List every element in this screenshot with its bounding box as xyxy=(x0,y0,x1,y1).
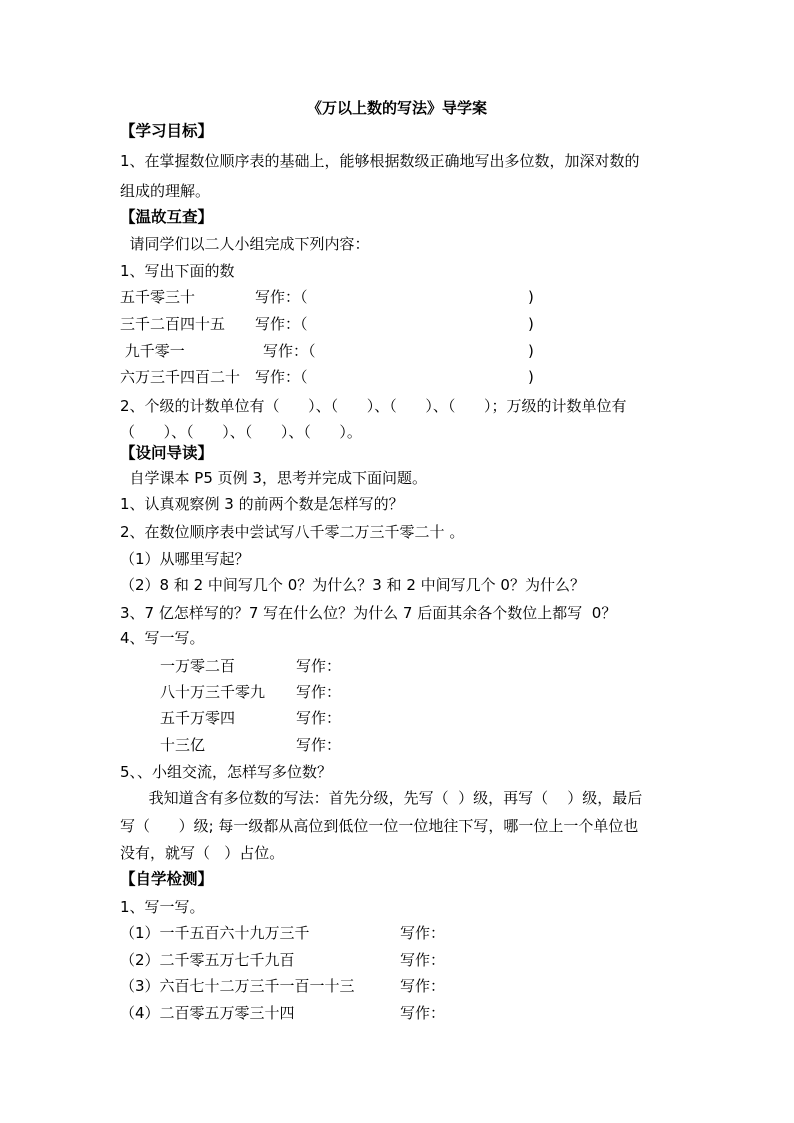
selftest-item-write: 写作： xyxy=(400,977,446,995)
selftest-item-word: （2）二千零五万七千九百 xyxy=(120,951,295,969)
practice-item-write: 写作： xyxy=(296,736,342,754)
review-question-1: 1、写出下面的数 xyxy=(120,262,235,280)
review-intro: 请同学们以二人小组完成下列内容： xyxy=(120,235,370,253)
review-item-write: 写作：（ xyxy=(255,288,308,306)
review-item-close: ) xyxy=(528,368,534,386)
selftest-item-word: （3）六百七十二万三千一百一十三 xyxy=(120,977,355,995)
goals-line-1: 1、在掌握数位顺序表的基础上，能够根据数级正确地写出多位数，加深对数的 xyxy=(120,152,640,170)
review-item-close: ) xyxy=(528,315,534,333)
guide-question-5: 5、、小组交流，怎样写多位数？ xyxy=(120,763,333,781)
section-heading-review: 【温故互查】 xyxy=(120,208,214,226)
selftest-item-write: 写作： xyxy=(400,1004,446,1022)
practice-item-word: 五千万零四 xyxy=(160,709,236,727)
guide-question-1: 1、认真观察例 3 的前两个数是怎样写的？ xyxy=(120,495,404,513)
selftest-item-write: 写作： xyxy=(400,951,446,969)
review-item-write: 写作：（ xyxy=(255,368,308,386)
selftest-item-word: （4）二百零五万零三十四 xyxy=(120,1004,295,1022)
review-item-word: 六万三千四百二十 xyxy=(120,368,241,386)
guide-question-2a: （1）从哪里写起？ xyxy=(120,550,250,568)
review-item-write: 写作：（ xyxy=(263,342,316,360)
guide-paragraph-line-2: 写（ ）级; 每一级都从高位到低位一位一位地往下写，哪一位上一个单位也 xyxy=(120,817,639,835)
review-question-2-line-2: （ ）、（ ）、（ ）、（ ）。 xyxy=(120,423,362,441)
selftest-question-1: 1、写一写。 xyxy=(120,898,205,916)
guide-intro: 自学课本 P5 页例 3，思考并完成下面问题。 xyxy=(120,469,427,487)
practice-item-word: 八十万三千零九 xyxy=(160,683,266,701)
review-item-word: 三千二百四十五 xyxy=(120,315,226,333)
guide-question-4: 4、写一写。 xyxy=(120,629,205,647)
section-heading-goals: 【学习目标】 xyxy=(120,122,214,140)
guide-paragraph-line-3: 没有，就写（ ）占位。 xyxy=(120,844,285,862)
section-heading-selftest: 【自学检测】 xyxy=(120,870,214,888)
practice-item-word: 十三亿 xyxy=(160,736,206,754)
selftest-item-word: （1）一千五百六十九万三千 xyxy=(120,924,310,942)
document-title: 《万以上数的写法》导学案 xyxy=(306,99,487,117)
review-item-word: 九千零一 xyxy=(120,342,185,360)
section-heading-guide: 【设问导读】 xyxy=(120,444,214,462)
review-item-write: 写作：（ xyxy=(255,315,308,333)
review-question-2-line-1: 2、个级的计数单位有（ ）、（ ）、（ ）、（ ）；万级的计数单位有 xyxy=(120,397,627,415)
guide-question-3: 3、7 亿怎样写的？7 写在什么位？为什么 7 后面其余各个数位上都写 0？ xyxy=(120,604,617,622)
goals-line-2: 组成的理解。 xyxy=(120,182,211,200)
guide-question-2b: （2）8 和 2 中间写几个 0？为什么？3 和 2 中间写几个 0？为什么？ xyxy=(120,576,585,594)
guide-paragraph-line-1: 我知道含有多位数的写法：首先分级，先写（ ）级，再写（ ）级，最后 xyxy=(120,789,643,807)
review-item-word: 五千零三十 xyxy=(120,288,196,306)
practice-item-write: 写作： xyxy=(296,709,342,727)
review-item-close: ) xyxy=(528,288,534,306)
selftest-item-write: 写作： xyxy=(400,924,446,942)
practice-item-write: 写作： xyxy=(296,657,342,675)
practice-item-word: 一万零二百 xyxy=(160,657,236,675)
review-item-close: ) xyxy=(528,342,534,360)
practice-item-write: 写作： xyxy=(296,683,342,701)
guide-question-2: 2、在数位顺序表中尝试写八千零二万三千零二十 。 xyxy=(120,523,465,541)
